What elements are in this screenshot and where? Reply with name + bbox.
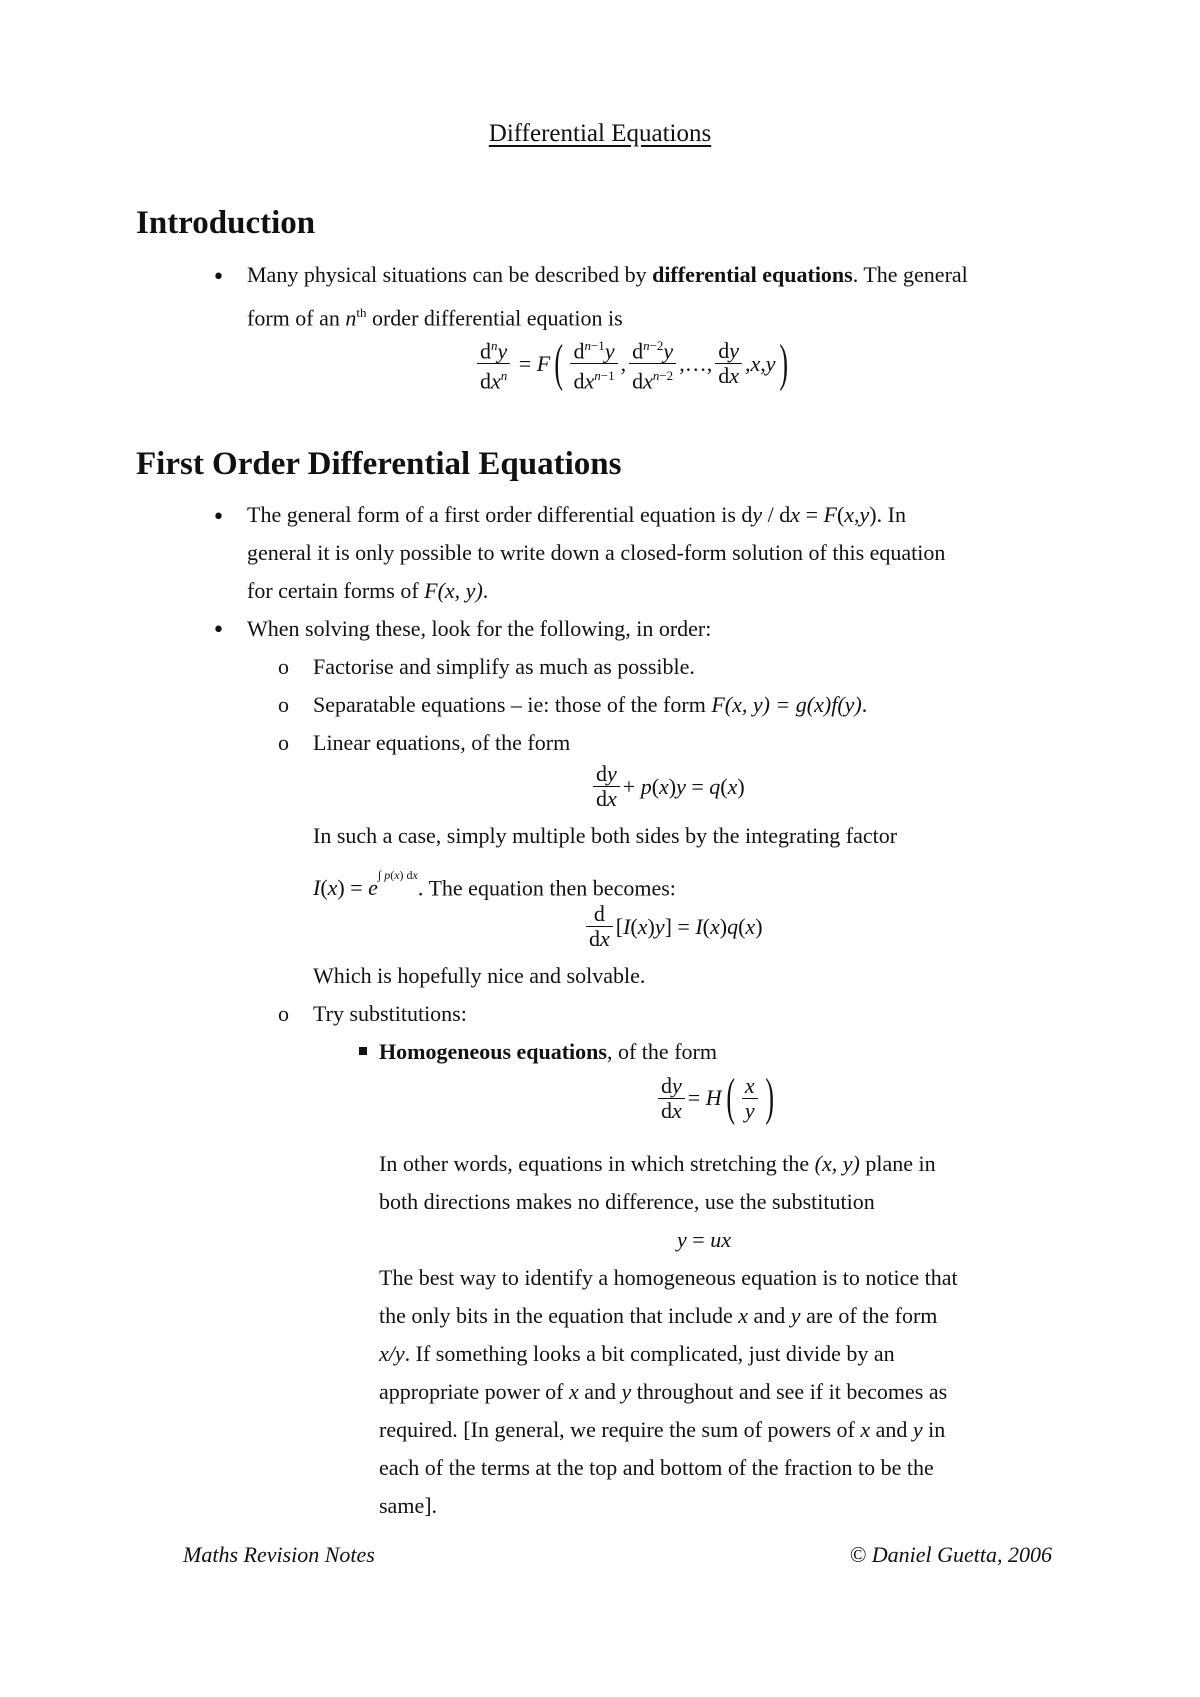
equation-integrating-factor: $\frac{d}{dx}$ [I(x)y] = I(x)q(x): [583, 902, 763, 951]
homog-line-8: required. [In general, we require the sum of powers of x and y in: [379, 1417, 946, 1442]
footer-right: © Daniel Guetta, 2006: [849, 1542, 1052, 1567]
bullet-icon: •: [212, 618, 225, 643]
equation-linear: $\frac{dy}{dx}$ + p(x)y = q(x): [590, 762, 745, 811]
equation-homogeneous: $\frac{dy}{dx}$ = H( $\frac{x}{y}$ ): [655, 1072, 778, 1124]
circle-bullet-icon: o: [278, 1001, 289, 1026]
circle-bullet-icon: o: [278, 730, 289, 755]
linear-line-3: $I(x) = e^{\int p(x) dx}$. The equation then becomes:: [313, 868, 676, 901]
first-bullet-2: When solving these, look for the following, in order:: [247, 616, 712, 641]
circle-bullet-icon: o: [278, 654, 289, 679]
sub-item-linear: Linear equations, of the form: [313, 730, 571, 755]
heading-first-order: First Order Differential Equations: [136, 446, 622, 482]
circle-bullet-icon: o: [278, 692, 289, 717]
sub-item-separable: Separatable equations – ie: those of the form F(x, y) = g(x)f(y).: [313, 692, 868, 717]
homog-line-7: appropriate power of x and y throughout and see if it becomes as: [379, 1379, 948, 1404]
homog-line-4: The best way to identify a homogeneous equation is to notice that: [379, 1265, 958, 1290]
sub-item-factorise: Factorise and simplify as much as possible.: [313, 654, 695, 679]
intro-line-2: form of an $n^{th}$ order differential equation is: [247, 305, 623, 331]
square-bullet-icon: [359, 1047, 367, 1055]
homog-line-1: In other words, equations in which stretching the (x, y) plane in: [379, 1151, 936, 1176]
document-title: Differential Equations: [488, 120, 712, 147]
sub-item-substitutions: Try substitutions:: [313, 1001, 467, 1026]
homog-line-10: same].: [379, 1493, 438, 1518]
homog-line-5: the only bits in the equation that include x and y are of the form: [379, 1303, 938, 1328]
homog-line-6: x/y. If something looks a bit complicated, just divide by an: [379, 1341, 895, 1366]
first-line-3: for certain forms of F(x, y).: [247, 578, 489, 603]
intro-line-1: Many physical situations can be described by differential equations. The general: [247, 262, 968, 287]
bullet-icon: •: [212, 265, 225, 290]
footer-left: Maths Revision Notes: [183, 1542, 375, 1567]
bullet-icon: •: [212, 505, 225, 530]
linear-line-4: Which is hopefully nice and solvable.: [313, 963, 646, 988]
first-line-1: The general form of a first order differential equation is dy / dx = F(x,y). In: [247, 502, 906, 527]
homog-line-9: each of the terms at the top and bottom of the fraction to be the: [379, 1455, 934, 1480]
first-line-2: general it is only possible to write down a closed-form solution of this equation: [247, 540, 946, 565]
linear-line-2: In such a case, simply multiple both sides by the integrating factor: [313, 823, 898, 848]
heading-introduction: Introduction: [136, 205, 316, 241]
item-homogeneous: Homogeneous equations, of the form: [379, 1039, 717, 1064]
homog-line-2: both directions makes no difference, use the substitution: [379, 1189, 875, 1214]
equation-nth-order: $\frac{d^ny}{dx^n}$ = F( $\frac{d^{n-1}y}{dx^{n-1}}$ , $\frac{d^{n-2}y}{dx^{n-2}}$ ,…, $\frac{dy}{dx}$ ,x,y): [474, 334, 793, 394]
equation-substitution: y = ux: [677, 1227, 731, 1252]
